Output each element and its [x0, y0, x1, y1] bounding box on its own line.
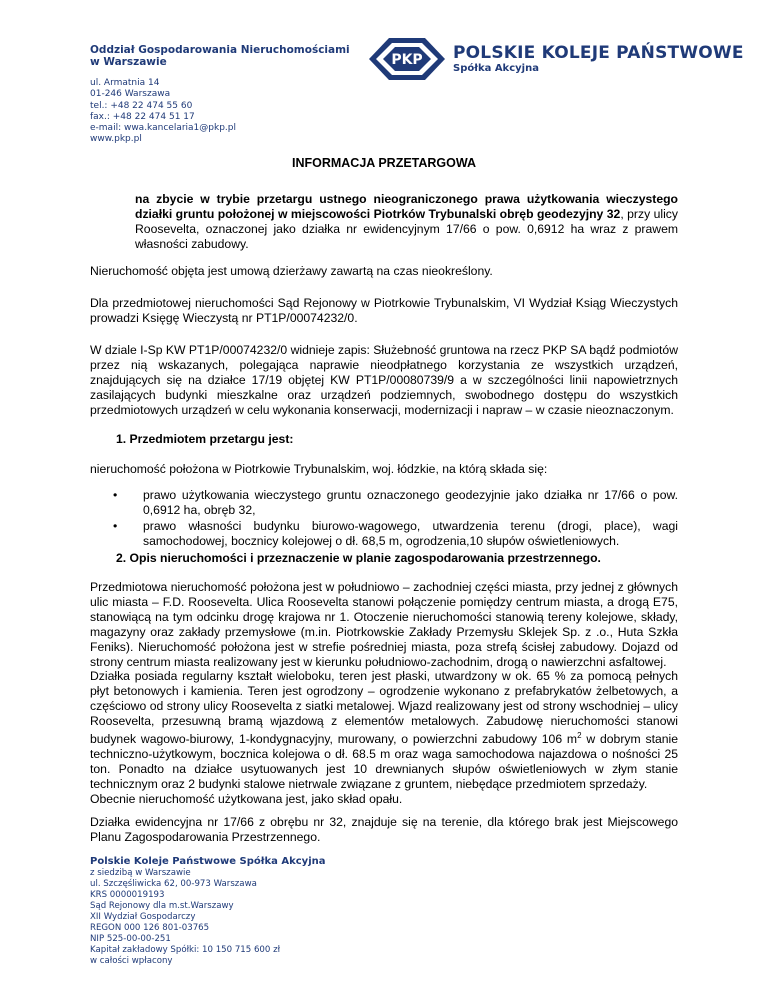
intro-rest: , przy ulicy Roosevelta, oznaczonej jako działka nr ewidencyjnym 17/66 o pow. 0,6912 ha wraz z prawem własności zabudowy.: [135, 206, 678, 251]
address-website: www.pkp.pl: [90, 134, 142, 145]
section1-heading: 1. Przedmiotem przetargu jest:: [116, 432, 294, 446]
footer-line: REGON 000 126 801-03765: [90, 923, 210, 933]
logo-mark-text: PKP: [391, 52, 423, 68]
pkp-logo: [367, 36, 744, 82]
logo-subtitle: Spółka Akcyjna: [453, 63, 539, 74]
intro-bold: na zbycie w trybie przetargu ustnego nieograniczonego prawa użytkowania wieczystego działki gruntu położonej w miejscowości Piotrków Trybunalski obręb geodezyjny 32: [135, 192, 678, 221]
footer-line: Sąd Rejonowy dla m.st.Warszawy: [90, 901, 234, 911]
office-address: [90, 78, 350, 146]
bullet-icon: •: [113, 518, 118, 533]
office-header: [90, 44, 350, 146]
company-name: Polskie Koleje Państwowe Spółka Akcyjna: [90, 856, 326, 867]
easement-paragraph: W dziale I-Sp KW PT1P/00074232/0 widnieje zapis: Służebność gruntowa na rzecz PKP SA bądź podmiotów przez nią wskazanych, polegająca naprawie nieodpłatnego korzystania ze wszystkich urządzeń, znajdujących się na działce 17/19 objętej KW PT1P/00080739/9 a w szczególności linii napowietrznych zasilających budynki mieszkalne oraz urządzeń podziemnych, swobodnego dostępu do wszystkich przedmiotowych urządzeń w celu wykonania konserwacji, modernizacji i napraw – w czasie nieoznaczonym.: [90, 343, 678, 417]
document-title: INFORMACJA PRZETARGOWA: [291, 156, 477, 170]
intro-paragraph: [135, 192, 678, 252]
subject-list: [113, 488, 678, 550]
current-use-paragraph: Obecnie nieruchomość użytkowana jest, jako skład opału.: [90, 791, 403, 806]
footer-line: NIP 525-00-00-251: [90, 934, 171, 944]
section1-text: nieruchomość położona w Piotrkowie Trybunalskim, woj. łódzkie, na którą składa się:: [90, 462, 548, 476]
section2-heading: 2. Opis nieruchomości i przeznaczenie w planie zagospodarowania przestrzennego.: [116, 551, 601, 565]
footer-line: XII Wydział Gospodarczy: [90, 912, 196, 922]
plot-paragraph: Działka posiada regularny kształt wieloboku, teren jest płaski, utwardzony w ok. 65 % za pomocą pełnych płyt betonowych i kamienia. Teren jest ogrodzony – ogrodzenie wykonano z prefabrykatów żelbetowych, a częściowo od strony ulicy Roosevelta z siatki metalowej. Wjazd realizowany jest od strony wschodniej – ulicy Roosevelta, przesuwną bramą wjazdową z elementów metalowych. Zabudowę nieruchomości stanowi budynek wagowo-biurowy, 1-kondygnacyjny, murowany, o powierzchni zabudowy 106 $m^2$ w dobrym stanie techniczno-użytkowym, bocznica kolejowa o dł. 68.5 m oraz waga samochodowa najazdowa o nośności 25 ton. Ponadto na działce usytuowanych jest 10 drewnianych słupów oświetleniowych w złym stanie technicznym oraz 2 budynki stalowe nietrwale związane z gruntem, niebędące przedmiotem sprzedaży.: [90, 669, 678, 791]
list-item: • prawo własności budynku biurowo-wagowego, utwardzenia terenu (drogi, place), wagi samochodowej, bocznicy kolejowej o dł. 68,5 m, ogrodzenia,10 słupów oświetleniowych.: [113, 518, 678, 548]
bullet-icon: •: [113, 488, 118, 502]
footer-line: KRS 0000019193: [90, 890, 165, 900]
address-line: ul. Armatnia 14: [90, 78, 160, 88]
pkp-logo-mark-icon: [367, 36, 447, 82]
footer-line: ul. Szczęśliwicka 62, 00-973 Warszawa: [90, 879, 257, 889]
footer-line: Kapitał zakładowy Spółki: 10 150 715 600 zł: [90, 945, 281, 955]
logo-title: POLSKIE KOLEJE PAŃSTWOWE: [453, 43, 744, 63]
land-register-paragraph: Dla przedmiotowej nieruchomości Sąd Rejonowy w Piotrkowie Trybunalskim, VI Wydział Ksiąg Wieczystych prowadzi Księgę Wieczystą nr PT1P/00074232/0.: [90, 296, 678, 325]
address-line: 01-246 Warszawa: [90, 89, 171, 100]
list-item: • prawo użytkowania wieczystego gruntu oznaczonego geodezyjnie jako działka nr 17/66 o pow. 0,6912 ha, obręb 32,: [113, 488, 678, 517]
address-email: e-mail: wwa.kancelaria1@pkp.pl: [90, 123, 236, 134]
footer-line: z siedzibą w Warszawie: [90, 868, 191, 878]
company-footer: [90, 856, 326, 967]
address-fax: fax.: +48 22 474 51 17: [90, 111, 195, 122]
lease-paragraph: Nieruchomość objęta jest umową dzierżawy zawartą na czas nieokreślony.: [90, 264, 493, 278]
description-paragraph: Przedmiotowa nieruchomość położona jest w południowo – zachodniej części miasta, przy jednej z głównych ulic miasta – F.D. Roosevelta. Ulica Roosevelta stanowi połączenie pomiędzy centrum miasta, a drogą E75, stanowiącą na tym odcinku drogę krajowa nr 1. Otoczenie nieruchomości stanowią tereny kolejowe, składy, magazyny oraz zakłady przemysłowe (m.in. Piotrkowskie Zakłady Przemysłu Sklejek Sp. z .o., Huta Szkła Feniks). Nieruchomość położona jest w strefie pośredniej miasta, poza strefą ścisłej zabudowy. Dojazd od strony centrum miasta realizowany jest w kierunku południowo-zachodnim, drogą o nawierzchni asfaltowej. Działka posiada regularny kształt wieloboku, teren jest płaski, utwardzony w ok. 65 % za pomocą pełnych płyt betonowych i kamienia. Teren jest ogrodzony – ogrodzenie wykonano z prefabrykatów żelbetowych, a częściowo od strony ulicy Roosevelta z siatki metalowej. Wjazd realizowany jest od strony wschodniej – ulicy Roosevelta, przesuwną bramą wjazdową z elementów metalowych. Zabudowę nieruchomości stanowi budynek wagowo-biurowy, 1-kondygnacyjny, murowany, o powierzchni zabudowy 106 $m^2$ w dobrym stanie techniczno-użytkowym, bocznica kolejowa o dł. 68.5 m oraz waga samochodowa najazdowa o nośności 25 ton. Ponadto na działce usytuowanych jest 10 drewnianych słupów oświetleniowych w złym stanie technicznym oraz 2 budynki stalowe nietrwale związane z gruntem, niebędące przedmiotem sprzedaży. Obecnie nieruchomość użytkowana jest, jako skład opału.: [90, 580, 678, 806]
office-name: Oddział Gospodarowania Nieruchomościami w Warszawie: [90, 44, 350, 68]
zoning-paragraph: Działka ewidencyjna nr 17/66 z obrębu nr 32, znajduje się na terenie, dla którego brak jest Miejscowego Planu Zagospodarowania Przestrzennego.: [90, 815, 678, 844]
footer-line: w całości wpłacony: [90, 956, 173, 966]
address-phone: tel.: +48 22 474 55 60: [90, 100, 193, 111]
